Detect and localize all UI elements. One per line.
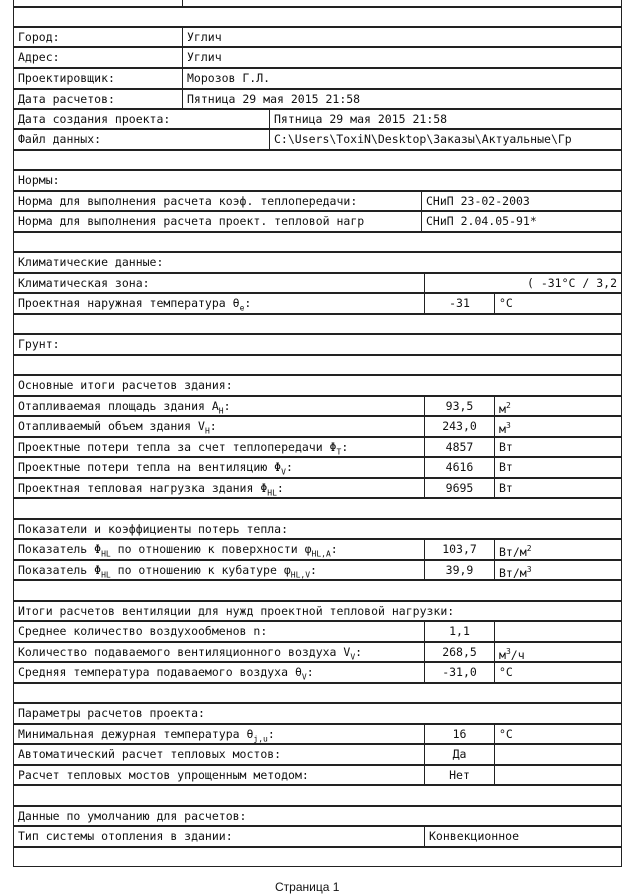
results-unit: $м^3$: [494, 417, 621, 436]
ventilation-row: [13, 621, 622, 642]
blank-row: [13, 355, 622, 375]
ventilation-label: Среднее количество воздухообменов n:: [18, 624, 268, 638]
cutoff-row: [13, 0, 622, 7]
heating-type-label: Тип системы отопления в здании:: [18, 829, 233, 843]
colon: :: [223, 399, 231, 413]
colon: :: [306, 665, 314, 679]
blank-row: [13, 232, 622, 252]
blank-row: [13, 785, 622, 806]
params-value: 16: [424, 725, 494, 743]
norms-title: Нормы:: [18, 173, 60, 187]
climate-title: Климатические данные:: [18, 255, 164, 269]
colon: :: [209, 419, 217, 433]
results-unit: Вт: [494, 458, 621, 477]
calc-date-value: Пятница 29 мая 2015 21:58: [182, 90, 621, 108]
file-label: Файл данных:: [18, 132, 102, 146]
params-title-row: [13, 703, 622, 724]
params-unit: [494, 745, 621, 764]
results-unit: Вт: [494, 479, 621, 497]
climate-zone-row: [13, 273, 622, 293]
params-unit: [494, 766, 621, 784]
blank-row: [13, 498, 622, 519]
blank-row: [13, 150, 622, 170]
ground-title: Грунт:: [18, 337, 60, 351]
ventilation-unit: °C: [494, 663, 621, 682]
results-title-row: [13, 375, 622, 396]
params-value: Нет: [424, 766, 494, 784]
results-label: Проектная тепловая нагрузка здания $\Phi_{HL}$:: [18, 481, 284, 497]
params-title: Параметры расчетов проекта:: [18, 706, 205, 720]
params-label: Автоматический расчет тепловых мостов:: [18, 747, 282, 761]
climate-title-row: [13, 252, 622, 273]
results-value: 9695: [424, 479, 494, 497]
indicators-label: Показатель $\Phi_{HL}$ по отношению к поверхности $\varphi_{HL,A}$:: [18, 542, 338, 559]
params-value: Да: [424, 745, 494, 764]
results-label: Отапливаемый объем здания $V_H$:: [18, 419, 217, 436]
designer-row: [13, 68, 622, 89]
created-value: Пятница 29 мая 2015 21:58: [269, 110, 621, 128]
results-row: [13, 416, 622, 437]
climate-zone-value: ( -31°C / 3,2: [424, 274, 621, 292]
designer-value: Морозов Г.Л.: [182, 69, 621, 88]
file-value: C:\Users\ToxiN\Desktop\Заказы\Актуальные\Гр: [269, 130, 621, 149]
norm-heat-load-row: [13, 211, 622, 232]
indicators-value: 103,7: [424, 540, 494, 559]
results-value: 93,5: [424, 397, 494, 415]
results-label: Проектные потери тепла за счет теплопередачи $\Phi_T$:: [18, 440, 349, 456]
results-row: [13, 437, 622, 457]
address-label: Адрес:: [18, 50, 60, 64]
norms-title-row: [13, 170, 622, 191]
blank-row: [13, 683, 622, 703]
params-label: Расчет тепловых мостов упрощенным методом:: [18, 768, 309, 782]
address-row: [13, 47, 622, 68]
outdoor-temp-row: [13, 293, 622, 314]
created-row: [13, 109, 622, 129]
indicators-title-row: [13, 519, 622, 539]
colon: :: [310, 563, 317, 577]
results-value: 243,0: [424, 417, 494, 436]
params-row: [13, 765, 622, 785]
results-label: Проектные потери тепла на вентиляцию $\Phi_V$:: [18, 460, 293, 477]
ventilation-unit: [494, 622, 621, 641]
params-row: [13, 744, 622, 765]
ventilation-value: 1,1: [424, 622, 494, 641]
results-label: Отапливаемая площадь здания $A_H$:: [18, 399, 231, 415]
address-value: Углич: [182, 48, 621, 67]
colon: :: [285, 460, 293, 474]
norm-heat-load-label: Норма для выполнения расчета проект. тепловой нагр: [18, 214, 365, 228]
norm-heat-transfer-label: Норма для выполнения расчета коэф. теплопередачи:: [18, 194, 358, 208]
results-unit: $м^2$: [494, 397, 621, 415]
indicators-row: [13, 560, 622, 580]
norm-heat-load-value: СНиП 2.04.05-91*: [421, 212, 621, 231]
climate-zone-label: Климатическая зона:: [18, 276, 150, 290]
calc-date-row: [13, 89, 622, 109]
defaults-title-row: [13, 806, 622, 826]
params-label: Минимальная дежурная температура $\theta_{j,u}$:: [18, 727, 275, 743]
results-unit: Вт: [494, 438, 621, 456]
colon: :: [276, 481, 284, 495]
indicators-label: Показатель $\Phi_{HL}$ по отношению к кубатуре $\varphi_{HL,V}$:: [18, 563, 317, 579]
ventilation-value: 268,5: [424, 643, 494, 661]
outdoor-temp-unit: °C: [494, 294, 621, 313]
colon: :: [330, 542, 338, 556]
ventilation-label: Средняя температура подаваемого воздуха $\theta_V$:: [18, 665, 314, 682]
ventilation-unit: $м^3/ч$: [494, 643, 621, 661]
designer-label: Проектировщик:: [18, 71, 115, 85]
indicators-unit: $Вт/м^3$: [494, 561, 621, 579]
indicators-value: 39,9: [424, 561, 494, 579]
blank-row: [13, 314, 622, 334]
defaults-title: Данные по умолчанию для расчетов:: [18, 809, 247, 823]
ventilation-label: Количество подаваемого вентиляционного воздуха $V_V$:: [18, 645, 363, 661]
heating-type-row: [13, 826, 622, 847]
indicators-unit: $Вт/м^2$: [494, 540, 621, 559]
page-number: Страница 1: [275, 880, 340, 894]
norm-heat-transfer-value: СНиП 23-02-2003: [421, 192, 621, 210]
colon: :: [355, 645, 363, 659]
results-row: [13, 396, 622, 416]
params-row: [13, 724, 622, 744]
results-value: 4857: [424, 438, 494, 456]
colon: :: [267, 727, 275, 741]
results-title: Основные итоги расчетов здания:: [18, 378, 233, 392]
city-value: Углич: [182, 28, 621, 46]
outdoor-temp-label: Проектная наружная температура $\theta_e$:: [18, 296, 252, 313]
outdoor-temp-value: -31: [424, 294, 494, 313]
calc-date-label: Дата расчетов:: [18, 92, 115, 106]
blank-row: [13, 580, 622, 601]
colon: :: [341, 440, 349, 454]
city-row: [13, 27, 622, 47]
results-row: [13, 478, 622, 498]
ventilation-value: -31,0: [424, 663, 494, 682]
indicators-title: Показатели и коэффициенты потерь тепла:: [18, 522, 289, 536]
ventilation-title-row: [13, 601, 622, 621]
results-value: 4616: [424, 458, 494, 477]
heating-type-value: Конвекционное: [424, 827, 621, 846]
ventilation-row: [13, 662, 622, 683]
file-row: [13, 129, 622, 150]
indicators-row: [13, 539, 622, 560]
ground-title-row: [13, 334, 622, 355]
ventilation-title: Итоги расчетов вентиляции для нужд проектной тепловой нагрузки:: [18, 604, 455, 618]
city-label: Город:: [18, 30, 60, 44]
ventilation-row: [13, 642, 622, 662]
blank-row: [13, 847, 622, 867]
created-label: Дата создания проекта:: [18, 112, 171, 126]
params-unit: °C: [494, 725, 621, 743]
norm-heat-transfer-row: [13, 191, 622, 211]
blank-row: [13, 7, 622, 27]
results-row: [13, 457, 622, 478]
